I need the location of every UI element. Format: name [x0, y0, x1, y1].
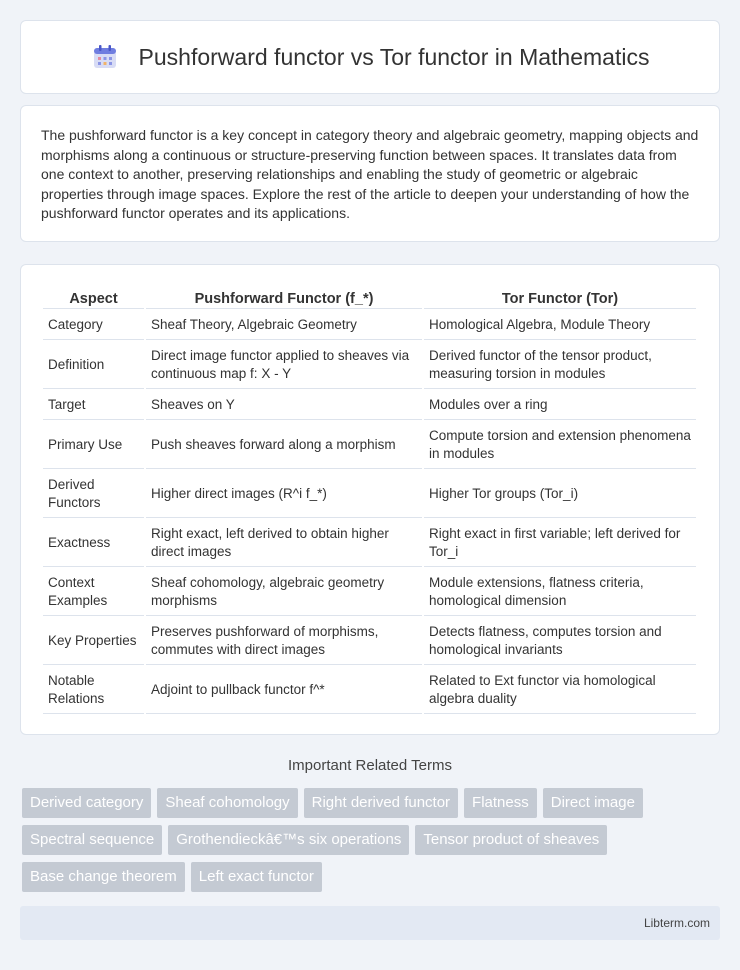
related-term-tag[interactable]: Direct image: [543, 788, 643, 818]
table-cell: Category: [43, 311, 144, 340]
header-card: [20, 20, 720, 94]
table-cell: Sheaf cohomology, algebraic geometry morphisms: [146, 569, 422, 616]
table-cell: Primary Use: [43, 422, 144, 469]
table-cell: Detects flatness, computes torsion and homological invariants: [424, 618, 696, 665]
table-cell: Right exact, left derived to obtain higher direct images: [146, 520, 422, 567]
table-cell: Preserves pushforward of morphisms, commutes with direct images: [146, 618, 422, 665]
table-row: [43, 618, 696, 665]
table-cell: Sheaf Theory, Algebraic Geometry: [146, 311, 422, 340]
table-cell: Key Properties: [43, 618, 144, 665]
table-cell: Derived functor of the tensor product, measuring torsion in modules: [424, 342, 696, 389]
table-cell: Push sheaves forward along a morphism: [146, 422, 422, 469]
related-term-tag[interactable]: Left exact functor: [191, 862, 322, 892]
calendar-icon: [91, 43, 119, 71]
table-cell: Higher Tor groups (Tor_i): [424, 471, 696, 518]
table-cell: Module extensions, flatness criteria, homological dimension: [424, 569, 696, 616]
related-term-tag[interactable]: Tensor product of sheaves: [415, 825, 607, 855]
footer-brand[interactable]: Libterm.com: [643, 916, 710, 930]
table-cell: Modules over a ring: [424, 391, 696, 420]
related-term-tag[interactable]: Grothendieckâ€™s six operations: [168, 825, 409, 855]
table-cell: Right exact in first variable; left derived for Tor_i: [424, 520, 696, 567]
intro-card: [20, 105, 720, 242]
table-cell: Derived Functors: [43, 471, 144, 518]
table-cell: Notable Relations: [43, 667, 144, 714]
table-row: [43, 569, 696, 616]
table-cell: Homological Algebra, Module Theory: [424, 311, 696, 340]
related-terms-title: Important Related Terms: [288, 757, 452, 774]
page-title: Pushforward functor vs Tor functor in Mathematics: [138, 43, 650, 70]
comparison-table: [41, 285, 698, 716]
table-cell: Sheaves on Y: [146, 391, 422, 420]
header-pushforward: Pushforward Functor (f_*): [146, 287, 422, 309]
table-cell: Adjoint to pullback functor f^*: [146, 667, 422, 714]
table-cell: Direct image functor applied to sheaves via continuous map f: X - Y: [146, 342, 422, 389]
related-term-tag[interactable]: Flatness: [464, 788, 537, 818]
related-term-tag[interactable]: Spectral sequence: [22, 825, 162, 855]
comparison-table-card: [20, 264, 720, 735]
related-term-tag[interactable]: Sheaf cohomology: [157, 788, 297, 818]
table-cell: Compute torsion and extension phenomena in modules: [424, 422, 696, 469]
header-tor: Tor Functor (Tor): [424, 287, 696, 309]
table-cell: Target: [43, 391, 144, 420]
table-cell: Higher direct images (R^i f_*): [146, 471, 422, 518]
related-terms-list: [22, 788, 722, 892]
table-cell: Context Examples: [43, 569, 144, 616]
table-row: [43, 422, 696, 469]
related-term-tag[interactable]: Right derived functor: [304, 788, 458, 818]
intro-paragraph: The pushforward functor is a key concept in category theory and algebraic geometry, mapping objects and morphisms along a continuous or structure-preserving function between spaces. It translates data from one context to another, preserving relationships and enabling the study of geometric or algebraic properties through image spaces. Explore the rest of the article to deepen your understanding of how the pushforward functor operates and its applications.: [41, 127, 699, 222]
table-cell: Exactness: [43, 520, 144, 567]
related-term-tag[interactable]: Base change theorem: [22, 862, 185, 892]
table-cell: Definition: [43, 342, 144, 389]
table-row: [43, 520, 696, 567]
table-row: [43, 667, 696, 714]
header-aspect: Aspect: [43, 287, 144, 309]
table-row: [43, 391, 696, 420]
table-cell: Related to Ext functor via homological algebra duality: [424, 667, 696, 714]
table-header-row: [43, 287, 696, 309]
footer: [20, 906, 720, 940]
table-row: [43, 471, 696, 518]
related-term-tag[interactable]: Derived category: [22, 788, 151, 818]
table-row: [43, 342, 696, 389]
table-row: [43, 311, 696, 340]
